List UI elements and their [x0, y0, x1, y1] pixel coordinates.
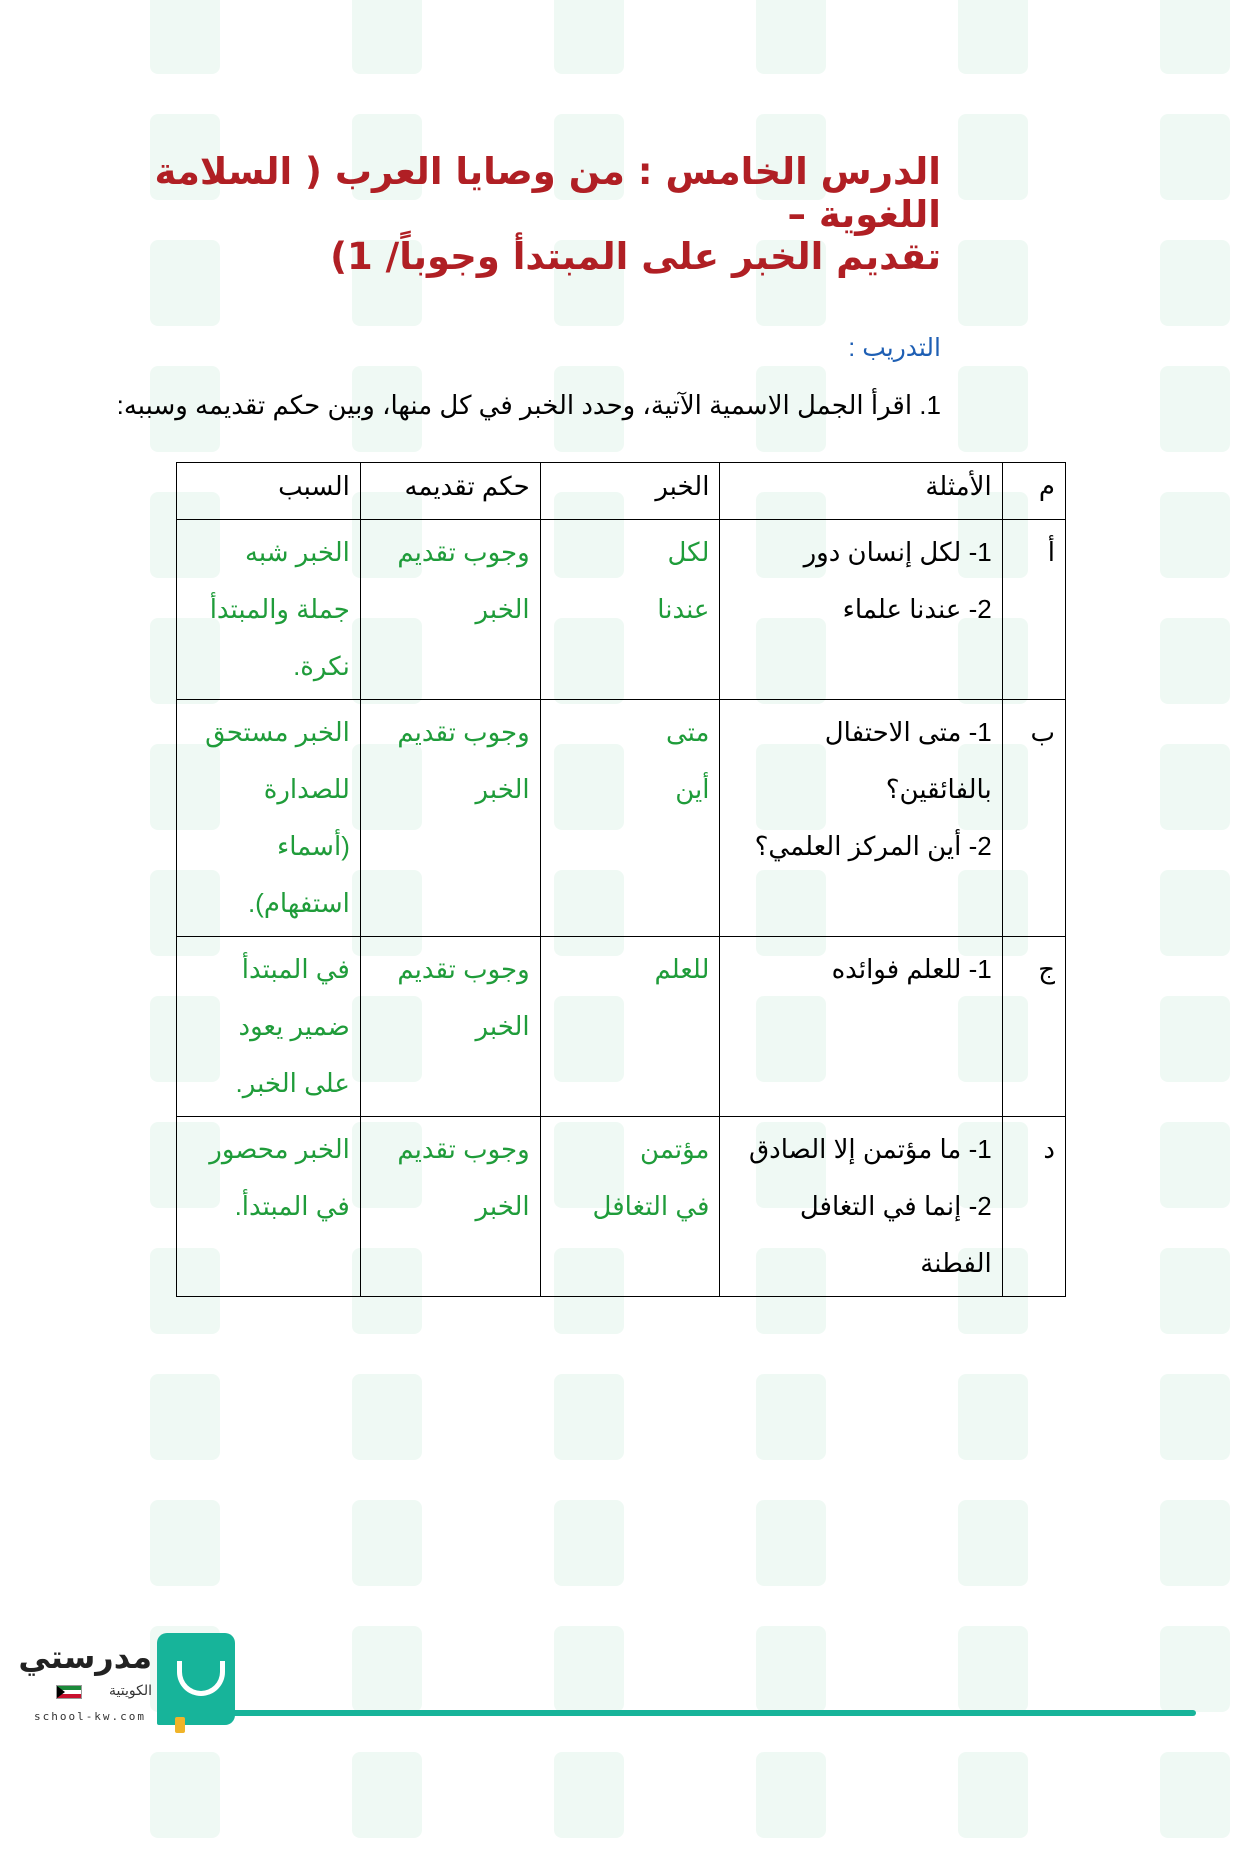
table-header-row [177, 463, 1066, 520]
watermark-tile [636, 0, 826, 90]
watermark-book-icon [1160, 1752, 1230, 1838]
watermark-tile [838, 0, 1028, 90]
watermark-book-icon [958, 240, 1028, 326]
hukm-line: وجوب تقديم [397, 717, 530, 747]
watermark-tile [636, 1492, 826, 1602]
logo-subtitle: الكويتية [109, 1682, 152, 1698]
khabar-line: أين [675, 774, 710, 804]
watermark-tile [1040, 232, 1230, 342]
watermark-tile [636, 1366, 826, 1476]
example-line: 2- أين المركز العلمي؟ [754, 831, 992, 861]
watermark-book-icon [554, 1752, 624, 1838]
sabab-line: الخبر شبه [244, 537, 350, 567]
watermark-tile [232, 1492, 422, 1602]
header-m: م [1002, 463, 1065, 520]
watermark-book-icon [554, 0, 624, 74]
watermark-book-icon [352, 1626, 422, 1712]
sabab-line: جملة والمبتدأ [209, 594, 350, 624]
examples-cell [720, 1117, 1002, 1297]
watermark-tile [1040, 610, 1230, 720]
khabar-cell [540, 937, 720, 1117]
sabab-cell [177, 700, 361, 937]
khabar-line: في التغافل [592, 1191, 710, 1221]
bookmark-icon [175, 1717, 185, 1733]
row-label: د [1002, 1117, 1065, 1297]
hukm-line: وجوب تقديم [397, 1134, 530, 1164]
watermark-book-icon [1160, 1500, 1230, 1586]
watermark-tile [1040, 1492, 1230, 1602]
sabab-cell [177, 1117, 361, 1297]
example-line: 2- عندنا علماء [842, 594, 992, 624]
khabar-line: متى [666, 717, 710, 747]
watermark-book-icon [1160, 1374, 1230, 1460]
watermark-book-icon [958, 1626, 1028, 1712]
watermark-tile [434, 1744, 624, 1854]
logo-name: مدرستي [18, 1639, 152, 1675]
sabab-cell [177, 520, 361, 700]
sabab-cell [177, 937, 361, 1117]
sabab-line: (أسماء [277, 831, 350, 861]
khabar-cell [540, 520, 720, 700]
watermark-book-icon [958, 1374, 1028, 1460]
example-line: 1- للعلم فوائده [831, 954, 992, 984]
footer-divider [228, 1710, 1196, 1716]
hukm-cell [360, 937, 540, 1117]
example-line: 1- لكل إنسان دور [803, 537, 992, 567]
logo-url: school-kw.com [33, 1710, 147, 1723]
hukm-line: وجوب تقديم [397, 954, 530, 984]
watermark-book-icon [756, 1752, 826, 1838]
watermark-book-icon [150, 1500, 220, 1586]
watermark-tile [30, 0, 220, 90]
watermark-tile [434, 0, 624, 90]
watermark-book-icon [352, 1374, 422, 1460]
watermark-tile [1040, 1744, 1230, 1854]
watermark-book-icon [1160, 114, 1230, 200]
watermark-book-icon [1160, 1626, 1230, 1712]
hukm-line: الخبر [475, 1011, 530, 1041]
examples-cell [720, 937, 1002, 1117]
watermark-book-icon [1160, 240, 1230, 326]
sabab-line: نكرة. [293, 651, 350, 681]
hukm-cell [360, 1117, 540, 1297]
watermark-book-icon [352, 1500, 422, 1586]
example-line: 1- متى الاحتفال [824, 717, 992, 747]
hukm-line: الخبر [475, 1191, 530, 1221]
watermark-book-icon [352, 1752, 422, 1838]
watermark-book-icon [756, 1374, 826, 1460]
watermark-tile [434, 1492, 624, 1602]
khabar-line: مؤتمن [640, 1134, 710, 1164]
hukm-line: وجوب تقديم [397, 537, 530, 567]
watermark-book-icon [150, 1374, 220, 1460]
table-row [177, 1117, 1066, 1297]
hukm-line: الخبر [475, 594, 530, 624]
watermark-tile [232, 1744, 422, 1854]
khabar-line: لكل [667, 537, 710, 567]
book-logo-icon [157, 1633, 235, 1725]
watermark-tile [434, 1366, 624, 1476]
watermark-book-icon [756, 1500, 826, 1586]
watermark-book-icon [958, 114, 1028, 200]
khabar-cell [540, 700, 720, 937]
hukm-line: الخبر [475, 774, 530, 804]
madrasati-logo [18, 1630, 222, 1730]
header-sabab: السبب [177, 463, 361, 520]
example-line: 1- ما مؤتمن إلا الصادق [749, 1134, 992, 1164]
watermark-tile [838, 1744, 1028, 1854]
header-khabar: الخبر [540, 463, 720, 520]
watermark-book-icon [1160, 492, 1230, 578]
watermark-book-icon [1160, 744, 1230, 830]
training-label: التدريب : [848, 334, 941, 362]
khabar-line: عندنا [657, 594, 710, 624]
watermark-tile [838, 1366, 1028, 1476]
sabab-line: الخبر مستحق [205, 717, 350, 747]
watermark-tile [30, 1366, 220, 1476]
header-hukm: حكم تقديمه [360, 463, 540, 520]
watermark-book-icon [1160, 870, 1230, 956]
watermark-book-icon [958, 1752, 1028, 1838]
sabab-line: ضمير يعود [238, 1011, 350, 1041]
watermark-tile [1040, 484, 1230, 594]
watermark-book-icon [756, 1626, 826, 1712]
watermark-book-icon [554, 1626, 624, 1712]
watermark-tile [232, 1366, 422, 1476]
watermark-tile [232, 0, 422, 90]
watermark-book-icon [150, 0, 220, 74]
watermark-book-icon [1160, 0, 1230, 74]
watermark-tile [1040, 736, 1230, 846]
watermark-book-icon [554, 1374, 624, 1460]
row-label: ج [1002, 937, 1065, 1117]
watermark-tile [1040, 862, 1230, 972]
watermark-book-icon [1160, 996, 1230, 1082]
watermark-tile [1040, 988, 1230, 1098]
training-instruction: 1. اقرأ الجمل الاسمية الآتية، وحدد الخبر في كل منها، وبين حكم تقديمه وسببه: [116, 390, 941, 420]
watermark-tile [1040, 1114, 1230, 1224]
table-row [177, 520, 1066, 700]
lesson-title-line1: الدرس الخامس : من وصايا العرب ( السلامة اللغوية – [154, 150, 941, 236]
smile-mark-icon [177, 1661, 225, 1696]
watermark-book-icon [958, 0, 1028, 74]
examples-cell [720, 520, 1002, 700]
example-line: بالفائقين؟ [885, 774, 992, 804]
sabab-line: استفهام). [247, 888, 350, 918]
table-row [177, 937, 1066, 1117]
watermark-book-icon [352, 0, 422, 74]
watermark-tile [1040, 0, 1230, 90]
watermark-tile [1040, 106, 1230, 216]
watermark-book-icon [1160, 618, 1230, 704]
watermark-tile [30, 1492, 220, 1602]
sabab-line: في المبتدأ [241, 954, 350, 984]
row-label: أ [1002, 520, 1065, 700]
exercise-table [176, 462, 1066, 1297]
watermark-book-icon [1160, 366, 1230, 452]
hukm-cell [360, 520, 540, 700]
header-examples: الأمثلة [720, 463, 1002, 520]
watermark-tile [1040, 358, 1230, 468]
watermark-book-icon [554, 1500, 624, 1586]
khabar-cell [540, 1117, 720, 1297]
row-label: ب [1002, 700, 1065, 937]
khabar-line: للعلم [654, 954, 710, 984]
sabab-line: للصدارة [263, 774, 350, 804]
watermark-book-icon [1160, 1122, 1230, 1208]
lesson-title-line2: تقديم الخبر على المبتدأ وجوباً/ 1) [330, 235, 941, 278]
watermark-tile [1040, 1366, 1230, 1476]
sabab-line: الخبر محصور [209, 1134, 350, 1164]
watermark-tile [1040, 1240, 1230, 1350]
watermark-book-icon [1160, 1248, 1230, 1334]
table-row [177, 700, 1066, 937]
watermark-book-icon [756, 0, 826, 74]
hukm-cell [360, 700, 540, 937]
watermark-book-icon [958, 366, 1028, 452]
example-line: 2- إنما في التغافل الفطنة [799, 1191, 992, 1278]
watermark-tile [636, 1744, 826, 1854]
sabab-line: في المبتدأ. [234, 1191, 350, 1221]
watermark-tile [838, 1492, 1028, 1602]
watermark-tile [30, 1744, 220, 1854]
watermark-book-icon [150, 1752, 220, 1838]
watermark-book-icon [958, 1500, 1028, 1586]
examples-cell [720, 700, 1002, 937]
sabab-line: على الخبر. [235, 1068, 350, 1098]
